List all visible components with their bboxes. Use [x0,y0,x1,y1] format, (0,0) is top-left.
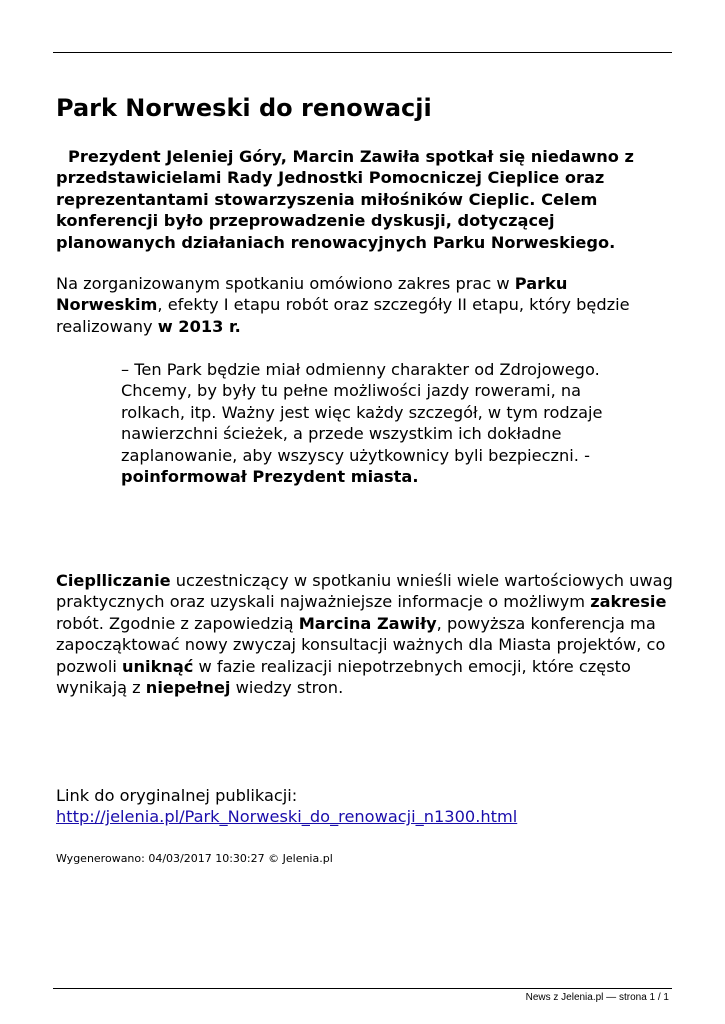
paragraph-1 [56,273,676,337]
p2-text-2: robót. Zgodnie z zapowiedzią [56,613,299,633]
p2-bold-3: Marcina Zawiły [298,613,437,633]
header-divider [53,52,672,53]
p2-bold-1: Cieplliczanie [56,571,171,590]
p2-bold-4: uniknąć [121,656,194,676]
source-label: Link do oryginalnej publikacji: [56,786,298,805]
lead-text: Prezydent Jeleniej Góry, Marcin Zawiła spotkał się niedawno z przedstawicielami Rady Jednostki Pomocniczej Cieplice oraz reprezentantami stowarzyszenia miłośników Cieplic. Celem konferencji było przeprowadzenie dyskusji, dotyczącej planowanych działaniach renowacyjnych Parku Norweskiego. [56,147,634,252]
p1-bold-year: w 2013 r. [157,316,241,336]
president-quote [121,359,641,487]
p2-text-5: wiedzy stron. [230,678,344,698]
p2-text-3: , powyższa konferencja ma zapocząktować nowy zwyczaj konsultacji ważnych dla Miasta projektów, co pozwoli [56,613,666,676]
source-section [56,785,676,828]
p1-text-1: Na zorganizowanym spotkaniu omówiono zakres prac w [56,274,515,293]
p2-bold-5: niepełnej [145,678,231,698]
p2-text-1: uczestniczący w spotkaniu wnieśli wiele wartościowych uwag praktycznych oraz uzyskali najważniejsze informacje o możliwym [56,571,673,612]
article-title: Park Norweski do renowacji [56,94,432,122]
page-footer: News z Jelenia.pl — strona 1 / 1 [525,992,669,1003]
paragraph-2 [56,570,676,698]
p1-text-2: , efekty I etapu robót oraz szczegóły II etapu, który będzie realizowany [56,295,630,336]
p1-bold-park: Parku Norweskim [56,274,568,315]
footer-divider [53,988,672,989]
p2-text-4: w fazie realizacji niepotrzebnych emocji, które często wynikają z [56,656,631,698]
p2-bold-2: zakresie [590,592,667,612]
generated-timestamp: Wygenerowano: 04/03/2017 10:30:27 © Jelenia.pl [56,852,333,865]
quote-text: – Ten Park będzie miał odmienny charakter od Zdrojowego. Chcemy, by były tu pełne możliwości jazdy rowerami, na rolkach, itp. Ważny jest więc każdy szczegół, w tym rodzaje nawierzchni ścieżek, a przede wszystkim ich dokładne zaplanowanie, aby wszyscy użytkownicy byli bezpieczni. - [121,360,603,465]
source-link[interactable]: http://jelenia.pl/Park_Norweski_do_renowacji_n1300.html [56,807,518,827]
article-lead [56,146,676,253]
quote-attribution: poinformował Prezydent miasta. [121,467,419,487]
